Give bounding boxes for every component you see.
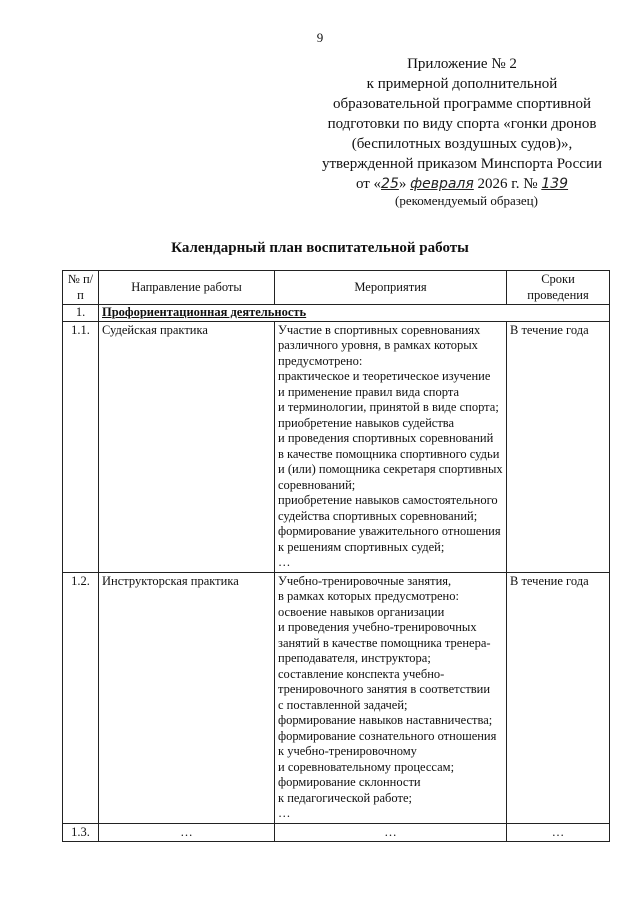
row-terms: В течение года <box>507 572 610 823</box>
activity-line: в рамках которых предусмотрено: <box>278 589 459 603</box>
header-terms: Сроки проведения <box>507 271 610 305</box>
table-row <box>63 823 610 842</box>
header-num: № п/п <box>63 271 99 305</box>
activity-line: предусмотрено: <box>278 353 363 368</box>
activity-line: с поставленной задачей; <box>278 697 408 712</box>
section-num: 1. <box>63 305 99 322</box>
activity-line: к учебно-тренировочному <box>278 744 417 758</box>
activity-line: и применение правил вида спорта <box>278 384 459 399</box>
plan-table <box>62 270 610 842</box>
row-direction: … <box>99 823 275 842</box>
header-direction: Направление работы <box>99 271 275 305</box>
activity-line: приобретение навыков судейства <box>278 415 455 430</box>
appendix-line: образовательной программе спортивной <box>332 96 592 112</box>
row-activities <box>275 572 507 823</box>
activity-line: формирование сознательного отношения <box>278 728 497 743</box>
activity-line: и проведения учебно-тренировочных <box>278 620 477 634</box>
activity-line: соревнований; <box>278 477 356 492</box>
activity-line: в качестве помощника спортивного судьи <box>278 446 500 461</box>
activity-line: к педагогической работе; <box>278 790 412 805</box>
appendix-line: подготовки по виду спорта «гонки дронов <box>327 116 597 132</box>
activity-line: различного уровня, в рамках которых <box>278 338 478 352</box>
activity-line: практическое и теоретическое изучение <box>278 369 491 383</box>
activity-line: и соревновательному процессам; <box>278 759 455 774</box>
activity-line: формирование склонности <box>278 775 421 789</box>
table-row <box>63 572 610 823</box>
activity-line: судейства спортивных соревнований; <box>278 508 478 523</box>
row-activities <box>275 321 507 572</box>
date-mid: » <box>398 176 407 192</box>
row-num: 1.3. <box>63 823 99 842</box>
activity-line: формирование навыков наставничества; <box>278 713 493 727</box>
handwritten-month: февраля <box>410 176 474 192</box>
activity-line: освоение навыков организации <box>278 604 445 619</box>
row-num: 1.1. <box>63 321 99 572</box>
activity-line: приобретение навыков самостоятельного <box>278 493 498 507</box>
handwritten-day: 25 <box>381 176 399 192</box>
row-direction: Судейская практика <box>99 321 275 572</box>
activity-line: составление конспекта учебно- <box>278 666 445 681</box>
appendix-line: Приложение № 2 <box>407 56 517 72</box>
activity-line: занятий в качестве помощника тренера- <box>278 635 491 650</box>
page-number: 9 <box>316 30 324 45</box>
section-row <box>63 305 610 322</box>
section-title: Профориентационная деятельность <box>102 305 307 319</box>
activity-line: преподавателя, инструктора; <box>278 651 431 665</box>
appendix-line: к примерной дополнительной <box>366 76 558 92</box>
approval-date-line <box>312 174 612 194</box>
activity-line: … <box>278 806 291 820</box>
row-activities: … <box>275 823 507 842</box>
activity-line: к решениям спортивных судей; <box>278 539 445 554</box>
date-suffix: 2026 г. № <box>477 176 538 192</box>
activity-line: Участие в спортивных соревнованиях <box>278 322 481 337</box>
row-terms: … <box>507 823 610 842</box>
activity-line: и терминологии, принятой в виде спорта; <box>278 400 499 414</box>
row-terms: В течение года <box>507 321 610 572</box>
row-direction: Инструкторская практика <box>99 572 275 823</box>
activity-line: тренировочного занятия в соответствии <box>278 682 491 696</box>
document-title: Календарный план воспитательной работы <box>171 240 469 256</box>
row-num: 1.2. <box>63 572 99 823</box>
sample-note: (рекомендуемый образец) <box>395 193 538 208</box>
activity-line: формирование уважительного отношения <box>278 524 501 538</box>
activity-line: и (или) помощника секретаря спортивных <box>278 462 503 476</box>
header-activities: Мероприятия <box>275 271 507 305</box>
table-header-row <box>63 271 610 305</box>
appendix-line: утвержденной приказом Минспорта России <box>322 156 602 172</box>
table-row <box>63 321 610 572</box>
activity-line: … <box>278 555 291 569</box>
appendix-block <box>312 54 612 194</box>
handwritten-order-number: 139 <box>541 176 569 192</box>
appendix-line: (беспилотных воздушных судов)», <box>351 136 573 152</box>
date-prefix: от « <box>355 176 382 192</box>
section-title-cell <box>99 305 610 322</box>
activity-line: и проведения спортивных соревнований <box>278 431 494 445</box>
activity-line: Учебно-тренировочные занятия, <box>278 573 452 588</box>
